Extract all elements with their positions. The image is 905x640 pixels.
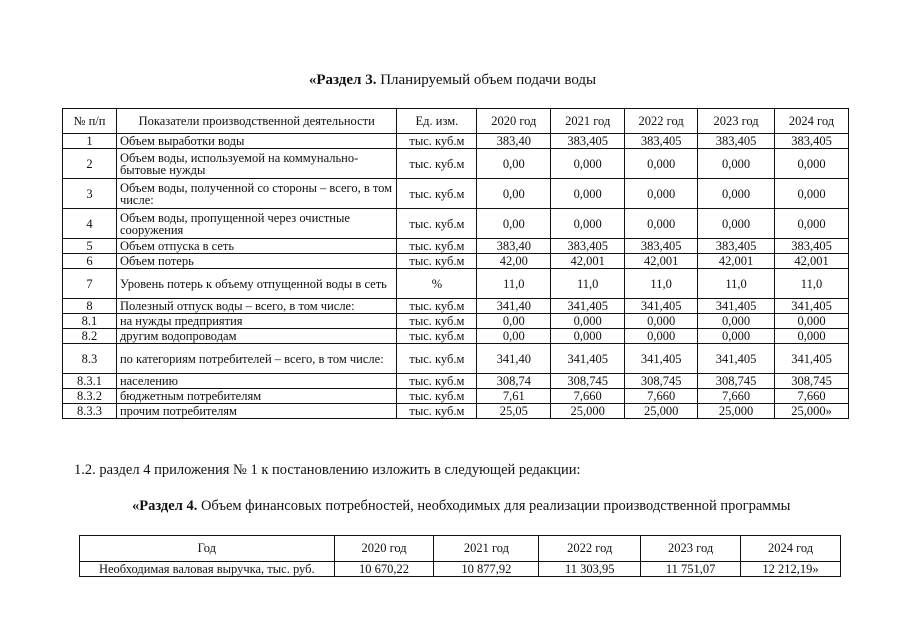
- indicator-name: Объем воды, пропущенной через очистные сооружения: [116, 209, 397, 239]
- value-cell: 42,001: [775, 254, 849, 269]
- header-cell: 2024 год: [775, 109, 849, 134]
- value-cell: 0,00: [477, 209, 551, 239]
- section4-title-bold: «Раздел 4.: [132, 498, 198, 514]
- value-cell: 0,00: [477, 314, 551, 329]
- header-cell: 2021 год: [551, 109, 625, 134]
- value-cell: 0,000: [551, 149, 625, 179]
- value-cell: 11 751,07: [641, 562, 741, 577]
- header-cell: 2023 год: [641, 536, 741, 562]
- row-number: 1: [63, 134, 117, 149]
- indicator-name: населению: [116, 374, 397, 389]
- indicator-name: Объем отпуска в сеть: [116, 239, 397, 254]
- value-cell: 308,745: [625, 374, 698, 389]
- value-cell: 0,000: [775, 149, 849, 179]
- table-row: [63, 254, 849, 269]
- value-cell: 341,405: [698, 299, 775, 314]
- value-cell: 42,001: [551, 254, 625, 269]
- header-cell: 2020 год: [477, 109, 551, 134]
- value-cell: 0,000: [775, 209, 849, 239]
- header-cell: Год: [80, 536, 335, 562]
- unit-cell: тыс. куб.м: [397, 149, 477, 179]
- value-cell: 0,000: [625, 149, 698, 179]
- financial-needs-table: [79, 535, 841, 577]
- table-row: [63, 239, 849, 254]
- value-cell: 0,000: [698, 209, 775, 239]
- value-cell: 341,405: [551, 344, 625, 374]
- value-cell: 0,000: [698, 314, 775, 329]
- value-cell: 11,0: [625, 269, 698, 299]
- section3-title-bold: «Раздел 3.: [308, 72, 377, 88]
- header-cell: 2023 год: [698, 109, 775, 134]
- header-cell: 2022 год: [625, 109, 698, 134]
- value-cell: 11,0: [477, 269, 551, 299]
- row-number: 2: [63, 149, 117, 179]
- value-cell: 383,40: [477, 134, 551, 149]
- table-row: [63, 149, 849, 179]
- row-number: 8.3.3: [63, 404, 117, 419]
- header-cell: 2020 год: [334, 536, 434, 562]
- row-number: 3: [63, 179, 117, 209]
- section4-title-rest: Объем финансовых потребностей, необходимых для реализации производственной программы: [197, 498, 791, 514]
- value-cell: 308,745: [551, 374, 625, 389]
- value-cell: 7,61: [477, 389, 551, 404]
- row-number: 8.2: [63, 329, 117, 344]
- value-cell: 0,000: [698, 329, 775, 344]
- header-cell: 2022 год: [539, 536, 641, 562]
- unit-cell: тыс. куб.м: [397, 179, 477, 209]
- indicator-name: Объем воды, используемой на коммунально-бытовые нужды: [116, 149, 397, 179]
- table-row: [63, 134, 849, 149]
- value-cell: 0,000: [775, 179, 849, 209]
- value-cell: 0,000: [625, 179, 698, 209]
- value-cell: 341,405: [625, 299, 698, 314]
- table-row: [63, 299, 849, 314]
- value-cell: 0,000: [551, 329, 625, 344]
- value-cell: 0,00: [477, 179, 551, 209]
- row-number: 7: [63, 269, 117, 299]
- indicator-name: прочим потребителям: [116, 404, 397, 419]
- value-cell: 25,000: [625, 404, 698, 419]
- table-row: [63, 209, 849, 239]
- value-cell: 383,405: [551, 239, 625, 254]
- value-cell: 7,660: [775, 389, 849, 404]
- unit-cell: тыс. куб.м: [397, 329, 477, 344]
- value-cell: 341,405: [625, 344, 698, 374]
- unit-cell: тыс. куб.м: [397, 314, 477, 329]
- unit-cell: тыс. куб.м: [397, 389, 477, 404]
- section4-title: [132, 498, 790, 515]
- value-cell: 0,000: [625, 209, 698, 239]
- value-cell: 25,000: [698, 404, 775, 419]
- indicator-name: Объем выработки воды: [116, 134, 397, 149]
- value-cell: 11,0: [551, 269, 625, 299]
- value-cell: 42,001: [625, 254, 698, 269]
- indicator-name: Полезный отпуск воды – всего, в том числе:: [116, 299, 397, 314]
- value-cell: 10 670,22: [334, 562, 434, 577]
- indicator-name: бюджетным потребителям: [116, 389, 397, 404]
- value-cell: 10 877,92: [434, 562, 539, 577]
- value-cell: 383,405: [625, 239, 698, 254]
- value-cell: 341,40: [477, 299, 551, 314]
- indicator-name: Уровень потерь к объему отпущенной воды в сеть: [116, 269, 397, 299]
- table-row: [63, 269, 849, 299]
- unit-cell: тыс. куб.м: [397, 344, 477, 374]
- section3-title: [0, 72, 905, 89]
- value-cell: 11 303,95: [539, 562, 641, 577]
- value-cell: 383,405: [698, 239, 775, 254]
- unit-cell: тыс. куб.м: [397, 239, 477, 254]
- row-number: 8: [63, 299, 117, 314]
- value-cell: 308,745: [698, 374, 775, 389]
- value-cell: 11,0: [698, 269, 775, 299]
- value-cell: 341,405: [551, 299, 625, 314]
- value-cell: 7,660: [698, 389, 775, 404]
- value-cell: 383,405: [775, 134, 849, 149]
- value-cell: 383,40: [477, 239, 551, 254]
- value-cell: 12 212,19»: [741, 562, 841, 577]
- value-cell: 25,05: [477, 404, 551, 419]
- indicator-name: по категориям потребителей – всего, в том числе:: [116, 344, 397, 374]
- value-cell: 383,405: [698, 134, 775, 149]
- row-number: 6: [63, 254, 117, 269]
- value-cell: 341,405: [698, 344, 775, 374]
- value-cell: 0,000: [625, 329, 698, 344]
- value-cell: 308,74: [477, 374, 551, 389]
- value-cell: 0,000: [551, 314, 625, 329]
- unit-cell: тыс. куб.м: [397, 254, 477, 269]
- header-cell: Показатели производственной деятельности: [116, 109, 397, 134]
- indicator-name: на нужды предприятия: [116, 314, 397, 329]
- table-row: [63, 404, 849, 419]
- value-cell: 383,405: [775, 239, 849, 254]
- indicator-name: Объем воды, полученной со стороны – всего, в том числе:: [116, 179, 397, 209]
- section3-title-rest: Планируемый объем подачи воды: [376, 72, 597, 88]
- row-number: 8.3: [63, 344, 117, 374]
- header-cell: Ед. изм.: [397, 109, 477, 134]
- value-cell: 383,405: [551, 134, 625, 149]
- value-cell: 0,000: [775, 314, 849, 329]
- value-cell: 7,660: [551, 389, 625, 404]
- table-row: [63, 374, 849, 389]
- table-row: [63, 314, 849, 329]
- value-cell: 341,40: [477, 344, 551, 374]
- value-cell: 0,000: [775, 329, 849, 344]
- table-row: [63, 329, 849, 344]
- value-cell: 42,00: [477, 254, 551, 269]
- table-row: [63, 389, 849, 404]
- unit-cell: тыс. куб.м: [397, 209, 477, 239]
- unit-cell: тыс. куб.м: [397, 404, 477, 419]
- value-cell: 341,405: [775, 344, 849, 374]
- unit-cell: тыс. куб.м: [397, 374, 477, 389]
- header-cell: 2021 год: [434, 536, 539, 562]
- value-cell: 25,000: [551, 404, 625, 419]
- indicator-name: Объем потерь: [116, 254, 397, 269]
- value-cell: 0,000: [551, 209, 625, 239]
- unit-cell: %: [397, 269, 477, 299]
- row-number: 8.1: [63, 314, 117, 329]
- value-cell: 341,405: [775, 299, 849, 314]
- value-cell: 25,000»: [775, 404, 849, 419]
- value-cell: 42,001: [698, 254, 775, 269]
- row-number: 4: [63, 209, 117, 239]
- table-row: [63, 179, 849, 209]
- indicator-name: другим водопроводам: [116, 329, 397, 344]
- value-cell: 0,000: [698, 179, 775, 209]
- value-cell: 11,0: [775, 269, 849, 299]
- value-cell: 0,000: [551, 179, 625, 209]
- paragraph-1-2: 1.2. раздел 4 приложения № 1 к постановлению изложить в следующей редакции:: [74, 462, 581, 478]
- unit-cell: тыс. куб.м: [397, 134, 477, 149]
- header-cell: 2024 год: [741, 536, 841, 562]
- row-label: Необходимая валовая выручка, тыс. руб.: [80, 562, 335, 577]
- value-cell: 0,00: [477, 149, 551, 179]
- table-header-row: [63, 109, 849, 134]
- table-row: [80, 562, 841, 577]
- table-header-row: [80, 536, 841, 562]
- row-number: 8.3.1: [63, 374, 117, 389]
- water-supply-table: [62, 108, 849, 419]
- header-cell: № п/п: [63, 109, 117, 134]
- row-number: 5: [63, 239, 117, 254]
- value-cell: 7,660: [625, 389, 698, 404]
- row-number: 8.3.2: [63, 389, 117, 404]
- unit-cell: тыс. куб.м: [397, 299, 477, 314]
- table-row: [63, 344, 849, 374]
- value-cell: 383,405: [625, 134, 698, 149]
- value-cell: 0,000: [698, 149, 775, 179]
- value-cell: 0,00: [477, 329, 551, 344]
- value-cell: 308,745: [775, 374, 849, 389]
- value-cell: 0,000: [625, 314, 698, 329]
